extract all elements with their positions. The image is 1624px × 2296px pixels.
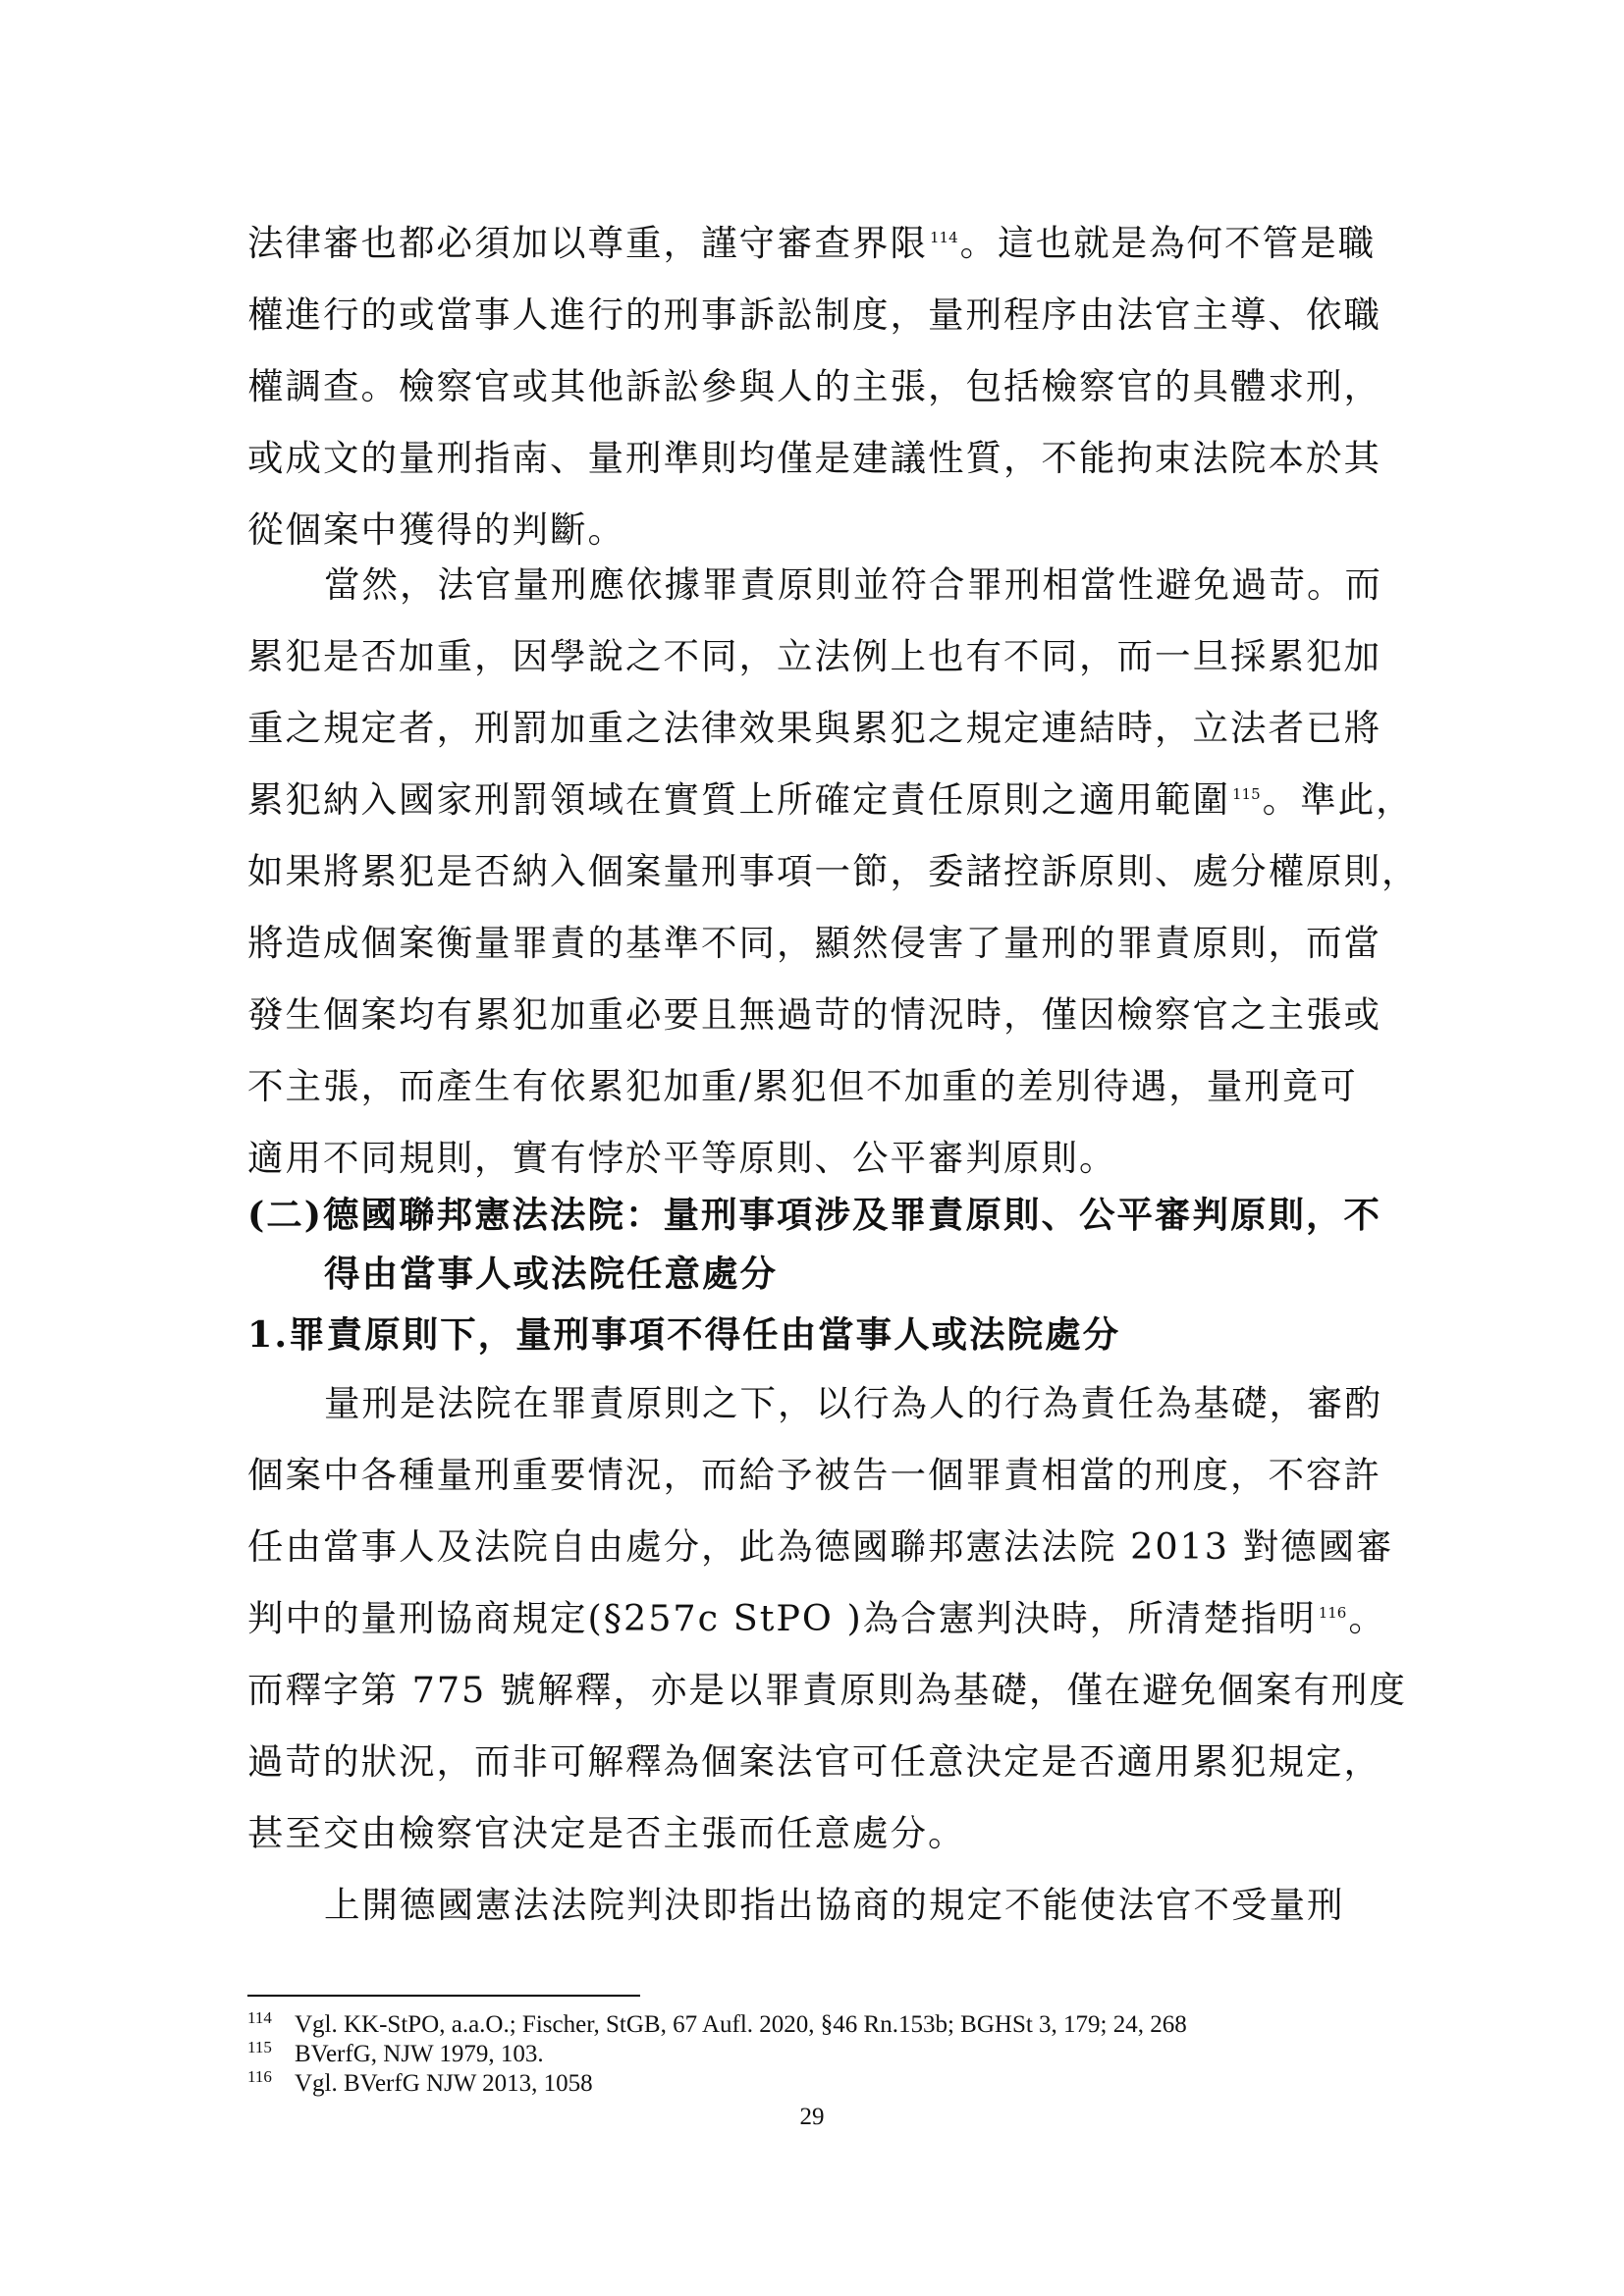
body-text: 累犯納入國家刑罰領域在實質上所確定責任原則之適用範圍 [247, 778, 1230, 821]
body-text: 。準此， [1262, 778, 1414, 821]
footnote-separator [247, 1995, 640, 1997]
body-line: 重之規定者，刑罰加重之法律效果與累犯之規定連結時，立法者已將 [247, 707, 1381, 749]
body-line: 權調查。檢察官或其他訴訟參與人的主張，包括檢察官的具體求刑， [247, 365, 1381, 407]
body-line: 個案中各種量刑重要情況，而給予被告一個罪責相當的刑度，不容許 [247, 1454, 1381, 1496]
body-line [247, 1589, 1396, 1648]
body-text: 法律審也都必須加以尊重，謹守審查界限 [247, 222, 928, 264]
body-line: 或成文的量刑指南、量刑準則均僅是建議性質，不能拘束法院本於其 [247, 437, 1381, 479]
body-text: 。 [1348, 1597, 1386, 1639]
body-line: 過苛的狀況，而非可解釋為個案法官可任意決定是否適用累犯規定， [247, 1740, 1381, 1783]
body-line: 不主張，而產生有依累犯加重/累犯但不加重的差別待遇，量刑竟可 [247, 1065, 1358, 1107]
paragraph-first-line: 當然，法官量刑應依據罪責原則並符合罪刑相當性避免過苛。而 [324, 563, 1382, 606]
body-line: 累犯是否加重，因學說之不同，立法例上也有不同，而一旦採累犯加 [247, 635, 1381, 677]
footnote-115: 115 BVerfG, NJW 1979, 103. [247, 2037, 544, 2067]
body-line [247, 214, 1396, 273]
footnote-text: Vgl. BVerfG NJW 2013, 1058 [295, 2070, 593, 2097]
body-line [247, 771, 1414, 829]
footnote-text: BVerfG, NJW 1979, 103. [295, 2041, 544, 2067]
body-line: 權進行的或當事人進行的刑事訴訟制度，量刑程序由法官主導、依職 [247, 294, 1381, 336]
footnote-ref-114[interactable]: 114 [930, 228, 958, 246]
body-line: 而釋字第 775 號解釋，亦是以罪責原則為基礎，僅在避免個案有刑度 [247, 1669, 1407, 1711]
page-number: 29 [799, 2104, 825, 2130]
footnote-116: 116 Vgl. BVerfG NJW 2013, 1058 [247, 2066, 593, 2097]
footnote-114: 114 Vgl. KK-StPO, a.a.O.; Fischer, StGB, 67 Aufl. 2020, §46 Rn.153b; BGHSt 3, 179; 24, 268 [247, 2007, 1187, 2038]
body-line: 適用不同規則，實有悖於平等原則、公平審判原則。 [247, 1137, 1117, 1179]
body-line: 甚至交由檢察官決定是否主張而任意處分。 [247, 1812, 966, 1854]
body-line: 將造成個案衡量罪責的基準不同，顯然侵害了量刑的罪責原則，而當 [247, 922, 1381, 964]
paragraph-first-line: 量刑是法院在罪責原則之下，以行為人的行為責任為基礎，審酌 [324, 1382, 1382, 1424]
body-line: 發生個案均有累犯加重必要且無過苛的情況時，僅因檢察官之主張或 [247, 993, 1381, 1036]
footnote-ref-116[interactable]: 116 [1318, 1603, 1347, 1622]
body-line: 從個案中獲得的判斷。 [247, 508, 625, 551]
subsection-heading: 1.罪責原則下，量刑事項不得任由當事人或法院處分 [247, 1313, 1121, 1356]
section-heading: (二)德國聯邦憲法法院：量刑事項涉及罪責原則、公平審判原則，不 [247, 1194, 1382, 1236]
footnote-text: Vgl. KK-StPO, a.a.O.; Fischer, StGB, 67 Aufl. 2020, §46 Rn.153b; BGHSt 3, 179; 24, 268 [295, 2011, 1187, 2038]
body-line: 如果將累犯是否納入個案量刑事項一節，委諸控訴原則、處分權原則， [247, 850, 1420, 892]
body-text: 。這也就是為何不管是職 [959, 222, 1377, 264]
section-heading-continued: 得由當事人或法院任意處分 [324, 1253, 778, 1295]
paragraph-first-line: 上開德國憲法法院判決即指出協商的規定不能使法官不受量刑 [324, 1884, 1345, 1926]
footnote-ref-115[interactable]: 115 [1232, 784, 1261, 803]
body-line: 任由當事人及法院自由處分，此為德國聯邦憲法法院 2013 對德國審 [247, 1525, 1394, 1568]
body-text: 判中的量刑協商規定(§257c StPO )為合憲判決時，所清楚指明 [247, 1597, 1317, 1639]
